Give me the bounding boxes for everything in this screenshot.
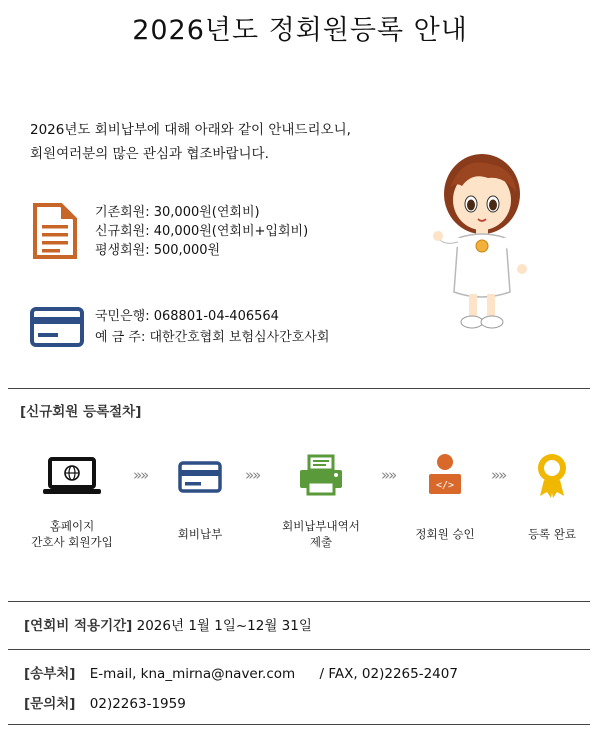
step-label-1: 홈페이지 간호사 회원가입 <box>31 519 113 549</box>
intro-line-2: 회원여러분의 많은 관심과 협조바랍니다. <box>30 146 269 162</box>
send-fax: / FAX, 02)2265-2407 <box>319 666 458 682</box>
page-title: 2026년도 정회원등록 안내 <box>132 15 468 46</box>
step-label-2: 회비납부 <box>177 527 223 541</box>
step-label-4: 정회원 승인 <box>415 527 475 541</box>
bank-info <box>95 306 329 348</box>
bank-holder: 예 금 주: 대한간호협회 보험심사간호사회 <box>95 330 330 345</box>
step-arrow-2: »» <box>245 466 260 484</box>
document-icon <box>33 203 77 259</box>
period-row <box>24 614 312 634</box>
nurse-mascot-illustration <box>432 142 532 338</box>
intro-line-1: 2026년도 회비납부에 대해 아래와 같이 안내드리오니, <box>30 122 351 138</box>
credit-card-icon <box>30 307 84 347</box>
printer-icon <box>298 454 344 496</box>
svg-text:</>: </> <box>435 480 455 491</box>
send-label: [송부처] <box>24 666 76 682</box>
bank-account: 국민은행: 068801-04-406564 <box>95 309 279 324</box>
send-row <box>24 662 458 682</box>
credit-card-icon <box>178 461 222 493</box>
fee-list <box>95 203 308 260</box>
send-email[interactable]: E-mail, kna_mirna@naver.com <box>89 666 296 682</box>
intro-text <box>30 118 351 166</box>
fee-new: 신규회원: 40,000원(연회비+입회비) <box>95 224 309 239</box>
divider-2 <box>8 601 590 602</box>
contact-row <box>24 692 186 712</box>
contact-label: [문의처] <box>24 696 76 712</box>
step-arrow-4: »» <box>491 466 506 484</box>
divider-1 <box>8 388 590 389</box>
laptop-globe-icon <box>42 456 102 496</box>
divider-3 <box>8 649 590 650</box>
period-value: 2026년 1월 1일~12월 31일 <box>136 618 312 634</box>
step-label-5: 등록 완료 <box>527 527 577 541</box>
admin-user-icon <box>425 452 465 496</box>
step-arrow-3: »» <box>381 466 396 484</box>
divider-4 <box>8 724 590 725</box>
step-arrow-1: »» <box>133 466 148 484</box>
fee-existing: 기존회원: 30,000원(연회비) <box>95 205 260 220</box>
procedure-heading: [신규회원 등록절차] <box>20 404 142 420</box>
award-medal-icon <box>534 452 570 498</box>
step-label-3: 회비납부내역서 제출 <box>282 519 360 549</box>
fee-lifetime: 평생회원: 500,000원 <box>95 243 221 258</box>
contact-phone: 02)2263-1959 <box>89 696 186 712</box>
period-label: [연회비 적용기간] <box>24 618 133 634</box>
